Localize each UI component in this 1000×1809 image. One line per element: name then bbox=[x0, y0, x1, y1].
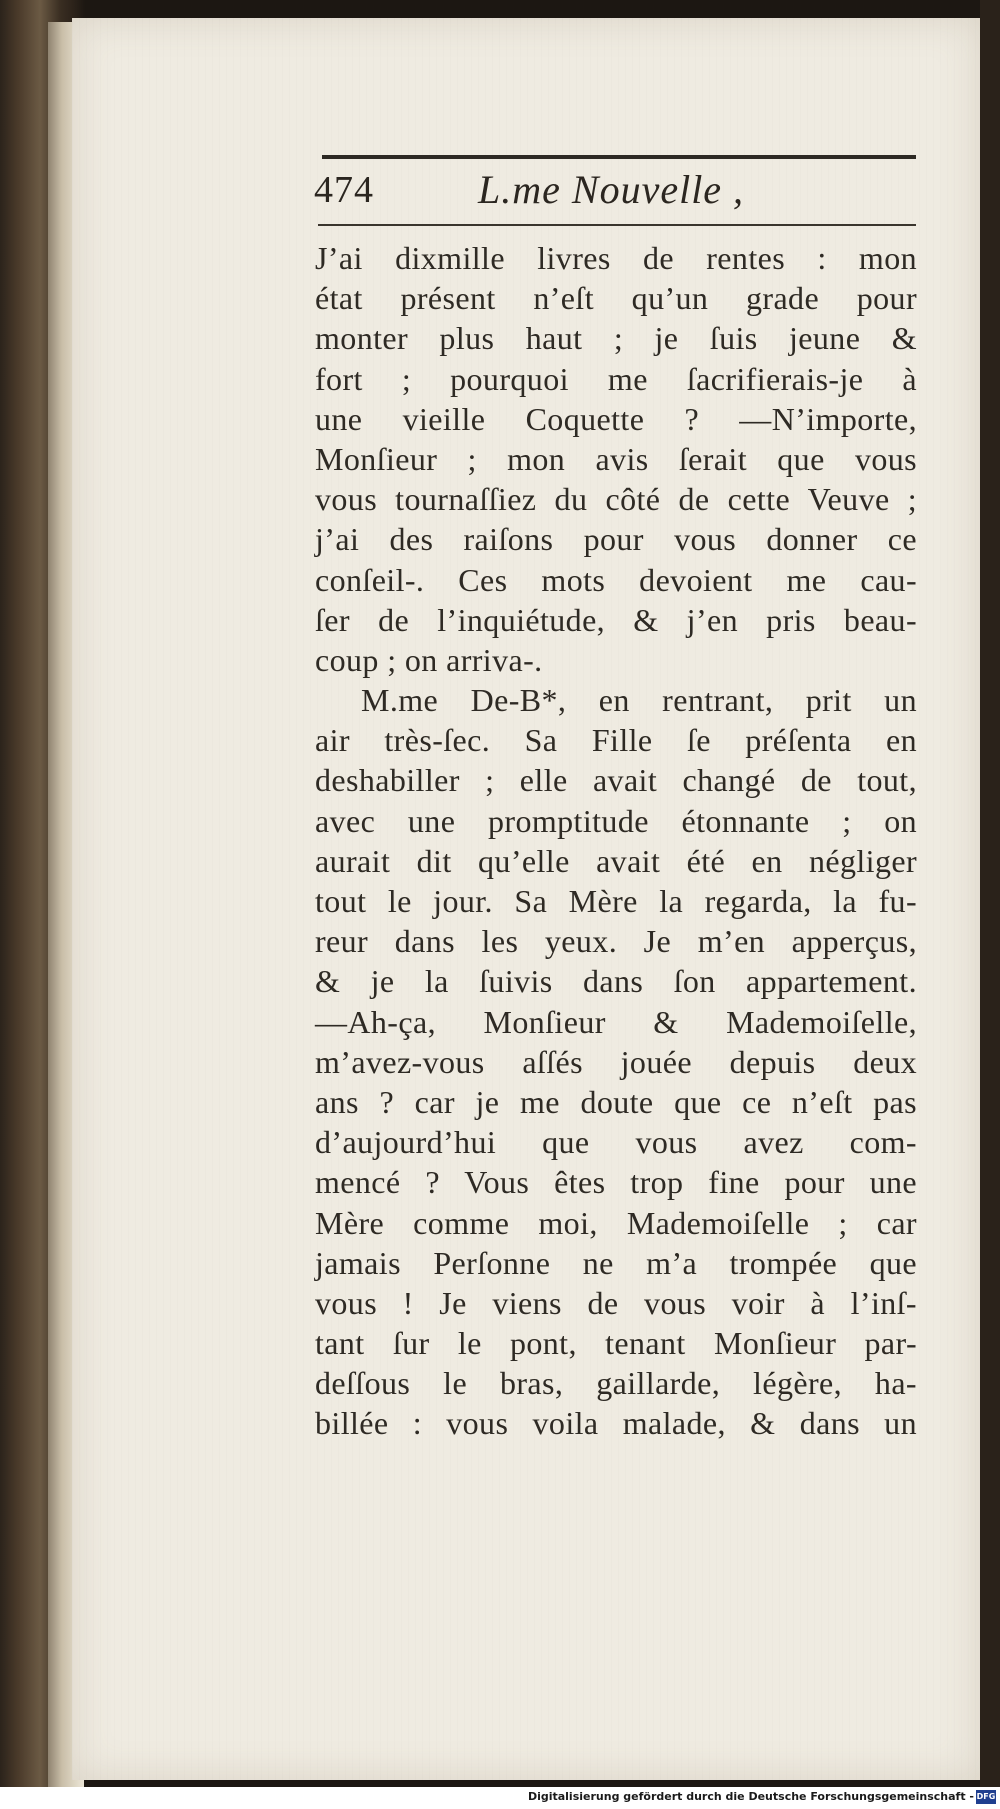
header-rule-top bbox=[322, 155, 916, 159]
text-line: deshabiller ; elle avait changé de tout, bbox=[315, 762, 917, 799]
text-line: Monſieur ; mon avis ſerait que vous bbox=[315, 440, 917, 477]
text-line: vous ! Je viens de vous voir à l’inſ- bbox=[315, 1284, 917, 1321]
text-line: fort ; pourquoi me ſacrifierais-je à bbox=[315, 360, 917, 397]
text-line: M.me De-B*, en rentrant, prit un bbox=[361, 682, 917, 719]
text-line: Mère comme moi, Mademoiſelle ; car bbox=[315, 1204, 917, 1241]
text-line: reur dans les yeux. Je m’en apperçus, bbox=[315, 923, 917, 960]
text-line: j’ai des raiſons pour vous donner ce bbox=[315, 521, 917, 558]
page-number: 474 bbox=[314, 169, 374, 211]
body-text bbox=[315, 238, 917, 1444]
text-line: deſſous le bras, gaillarde, légère, ha- bbox=[315, 1365, 917, 1402]
text-line: avec une promptitude étonnante ; on bbox=[315, 802, 917, 839]
text-line: billée : vous voila malade, & dans un bbox=[315, 1405, 917, 1442]
text-line: d’aujourd’hui que vous avez com- bbox=[315, 1124, 917, 1161]
text-line: état présent n’eſt qu’un grade pour bbox=[315, 280, 917, 317]
text-line: ſer de l’inquiétude, & j’en pris beau- bbox=[315, 601, 917, 638]
text-line: ans ? car je me doute que ce n’eſt pas bbox=[315, 1083, 917, 1120]
text-line: conſeil-. Ces mots devoient me cau- bbox=[315, 561, 917, 598]
running-head: L.me Nouvelle , bbox=[478, 167, 745, 212]
header-rule-bottom bbox=[318, 224, 916, 226]
text-line: aurait dit qu’elle avait été en négliger bbox=[315, 842, 917, 879]
text-line: mencé ? Vous êtes trop fine pour une bbox=[315, 1164, 917, 1201]
text-line: une vieille Coquette ? —N’importe, bbox=[315, 400, 917, 437]
text-line: vous tournaſſiez du côté de cette Veuve ; bbox=[315, 481, 917, 518]
text-line: coup ; on arriva-. bbox=[315, 641, 543, 678]
text-line: monter plus haut ; je ſuis jeune & bbox=[315, 320, 917, 357]
text-line: air très-ſec. Sa Fille ſe préſenta en bbox=[315, 722, 917, 759]
text-line: jamais Perſonne ne m’a trompée que bbox=[315, 1244, 917, 1281]
dfg-logo-icon: DFG bbox=[976, 1790, 996, 1804]
digitization-credit: Digitalisierung gefördert durch die Deutsche Forschungsgemeinschaft - bbox=[527, 1790, 974, 1803]
text-line: tout le jour. Sa Mère la regarda, la fu- bbox=[315, 883, 917, 919]
text-line: & je la ſuivis dans ſon appartement. bbox=[315, 963, 917, 1000]
scan-margin-right bbox=[980, 0, 1000, 1809]
text-line: m’avez-vous aſſés jouée depuis deux bbox=[315, 1043, 917, 1080]
text-line: J’ai dixmille livres de rentes : mon bbox=[315, 240, 917, 276]
text-line: tant ſur le pont, tenant Monſieur par- bbox=[315, 1325, 917, 1362]
text-line: —Ah-ça, Monſieur & Mademoiſelle, bbox=[315, 1003, 917, 1040]
